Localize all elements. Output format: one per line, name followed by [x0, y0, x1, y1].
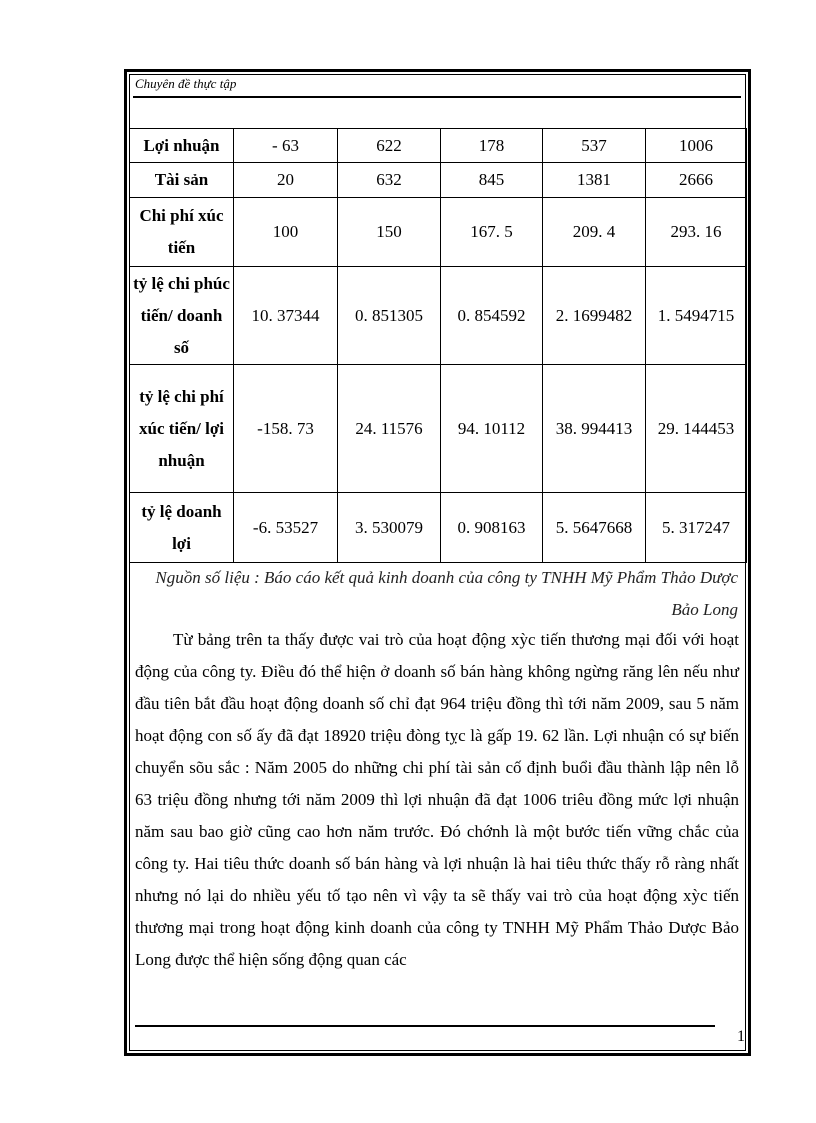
table-cell: 0. 908163: [441, 493, 543, 563]
table-cell: 1381: [543, 163, 646, 198]
header-rule: [133, 96, 741, 98]
table-row: [130, 129, 747, 163]
running-header: Chuyên đề thực tập: [135, 76, 237, 91]
table-cell: 0. 854592: [441, 267, 543, 365]
table-cell: 29. 144453: [646, 365, 747, 493]
table-cell: 94. 10112: [441, 365, 543, 493]
table-cell: 845: [441, 163, 543, 198]
table-row: [130, 198, 747, 267]
table-cell: 150: [338, 198, 441, 267]
table-cell: 632: [338, 163, 441, 198]
table-cell: 1. 5494715: [646, 267, 747, 365]
table-cell: 24. 11576: [338, 365, 441, 493]
table-row: [130, 365, 747, 493]
table-row: [130, 267, 747, 365]
page-number: 1: [737, 1028, 745, 1045]
table-cell: 0. 851305: [338, 267, 441, 365]
row-label: Tài sản: [130, 163, 234, 198]
table-cell: 10. 37344: [234, 267, 338, 365]
row-label: tỷ lệ chi phí xúc tiến/ lợi nhuận: [130, 365, 234, 493]
table-cell: 20: [234, 163, 338, 198]
body-paragraph: Từ bảng trên ta thấy được vai trò của hoạt động xỳc tiến thương mại đối với hoạt động của công ty. Điều đó thể hiện ở doanh số bán hàng không ngừng răng lên nếu như đầu tiên bắt đầu hoạt động doanh số chỉ đạt 964 triệu đồng thì tới năm 2009, sau 5 năm hoạt động con số ấy đã đạt 18920 triệu đòng tỵc là gấp 19. 62 lần. Lợi nhuận có sự biến chuyển sõu sắc : Năm 2005 do những chi phí tài sản cố định buổi đầu thành lập nên lỗ 63 triệu đồng nhưng tới năm 2009 thì lợi nhuận đã đạt 1006 triêu đồng mức lợi nhuận năm sau bao giờ cũng cao hơn năm trước. Đó chớnh là một bước tiến vững chắc của công ty. Hai tiêu thức doanh số bán hàng và lợi nhuận là hai tiêu thức thấy rỗ ràng nhất nhưng nó lại do nhiều yếu tố tạo nên vì vậy ta sẽ thấy vai trò của hoạt động xỳc tiến thương mại trong hoạt động kinh doanh của công ty TNHH Mỹ Phẩm Thảo Dược Bảo Long được thể hiện sống động quan các: [135, 630, 739, 969]
table-cell: -6. 53527: [234, 493, 338, 563]
table-cell: 293. 16: [646, 198, 747, 267]
row-label: Chi phí xúc tiến: [130, 198, 234, 267]
table-cell: 100: [234, 198, 338, 267]
table-cell: 167. 5: [441, 198, 543, 267]
row-label: tỷ lệ doanh lợi: [130, 493, 234, 563]
footer-rule: [135, 1025, 715, 1027]
table-row: [130, 493, 747, 563]
table-cell: - 63: [234, 129, 338, 163]
table-cell: 5. 5647668: [543, 493, 646, 563]
table-cell: 622: [338, 129, 441, 163]
table-row: [130, 163, 747, 198]
table-cell: 1006: [646, 129, 747, 163]
table-cell: 537: [543, 129, 646, 163]
financial-table: [129, 128, 747, 563]
row-label: Lợi nhuận: [130, 129, 234, 163]
table-cell: 209. 4: [543, 198, 646, 267]
table-cell: 5. 317247: [646, 493, 747, 563]
table-cell: 3. 530079: [338, 493, 441, 563]
table-cell: 178: [441, 129, 543, 163]
row-label: tỷ lệ chi phúc tiến/ doanh số: [130, 267, 234, 365]
table-cell: 2. 1699482: [543, 267, 646, 365]
source-note: Nguồn số liệu : Báo cáo kết quả kinh doanh của công ty TNHH Mỹ Phẩm Thảo Dược Bảo Long: [155, 568, 738, 619]
table-cell: 2666: [646, 163, 747, 198]
table-cell: -158. 73: [234, 365, 338, 493]
table-cell: 38. 994413: [543, 365, 646, 493]
